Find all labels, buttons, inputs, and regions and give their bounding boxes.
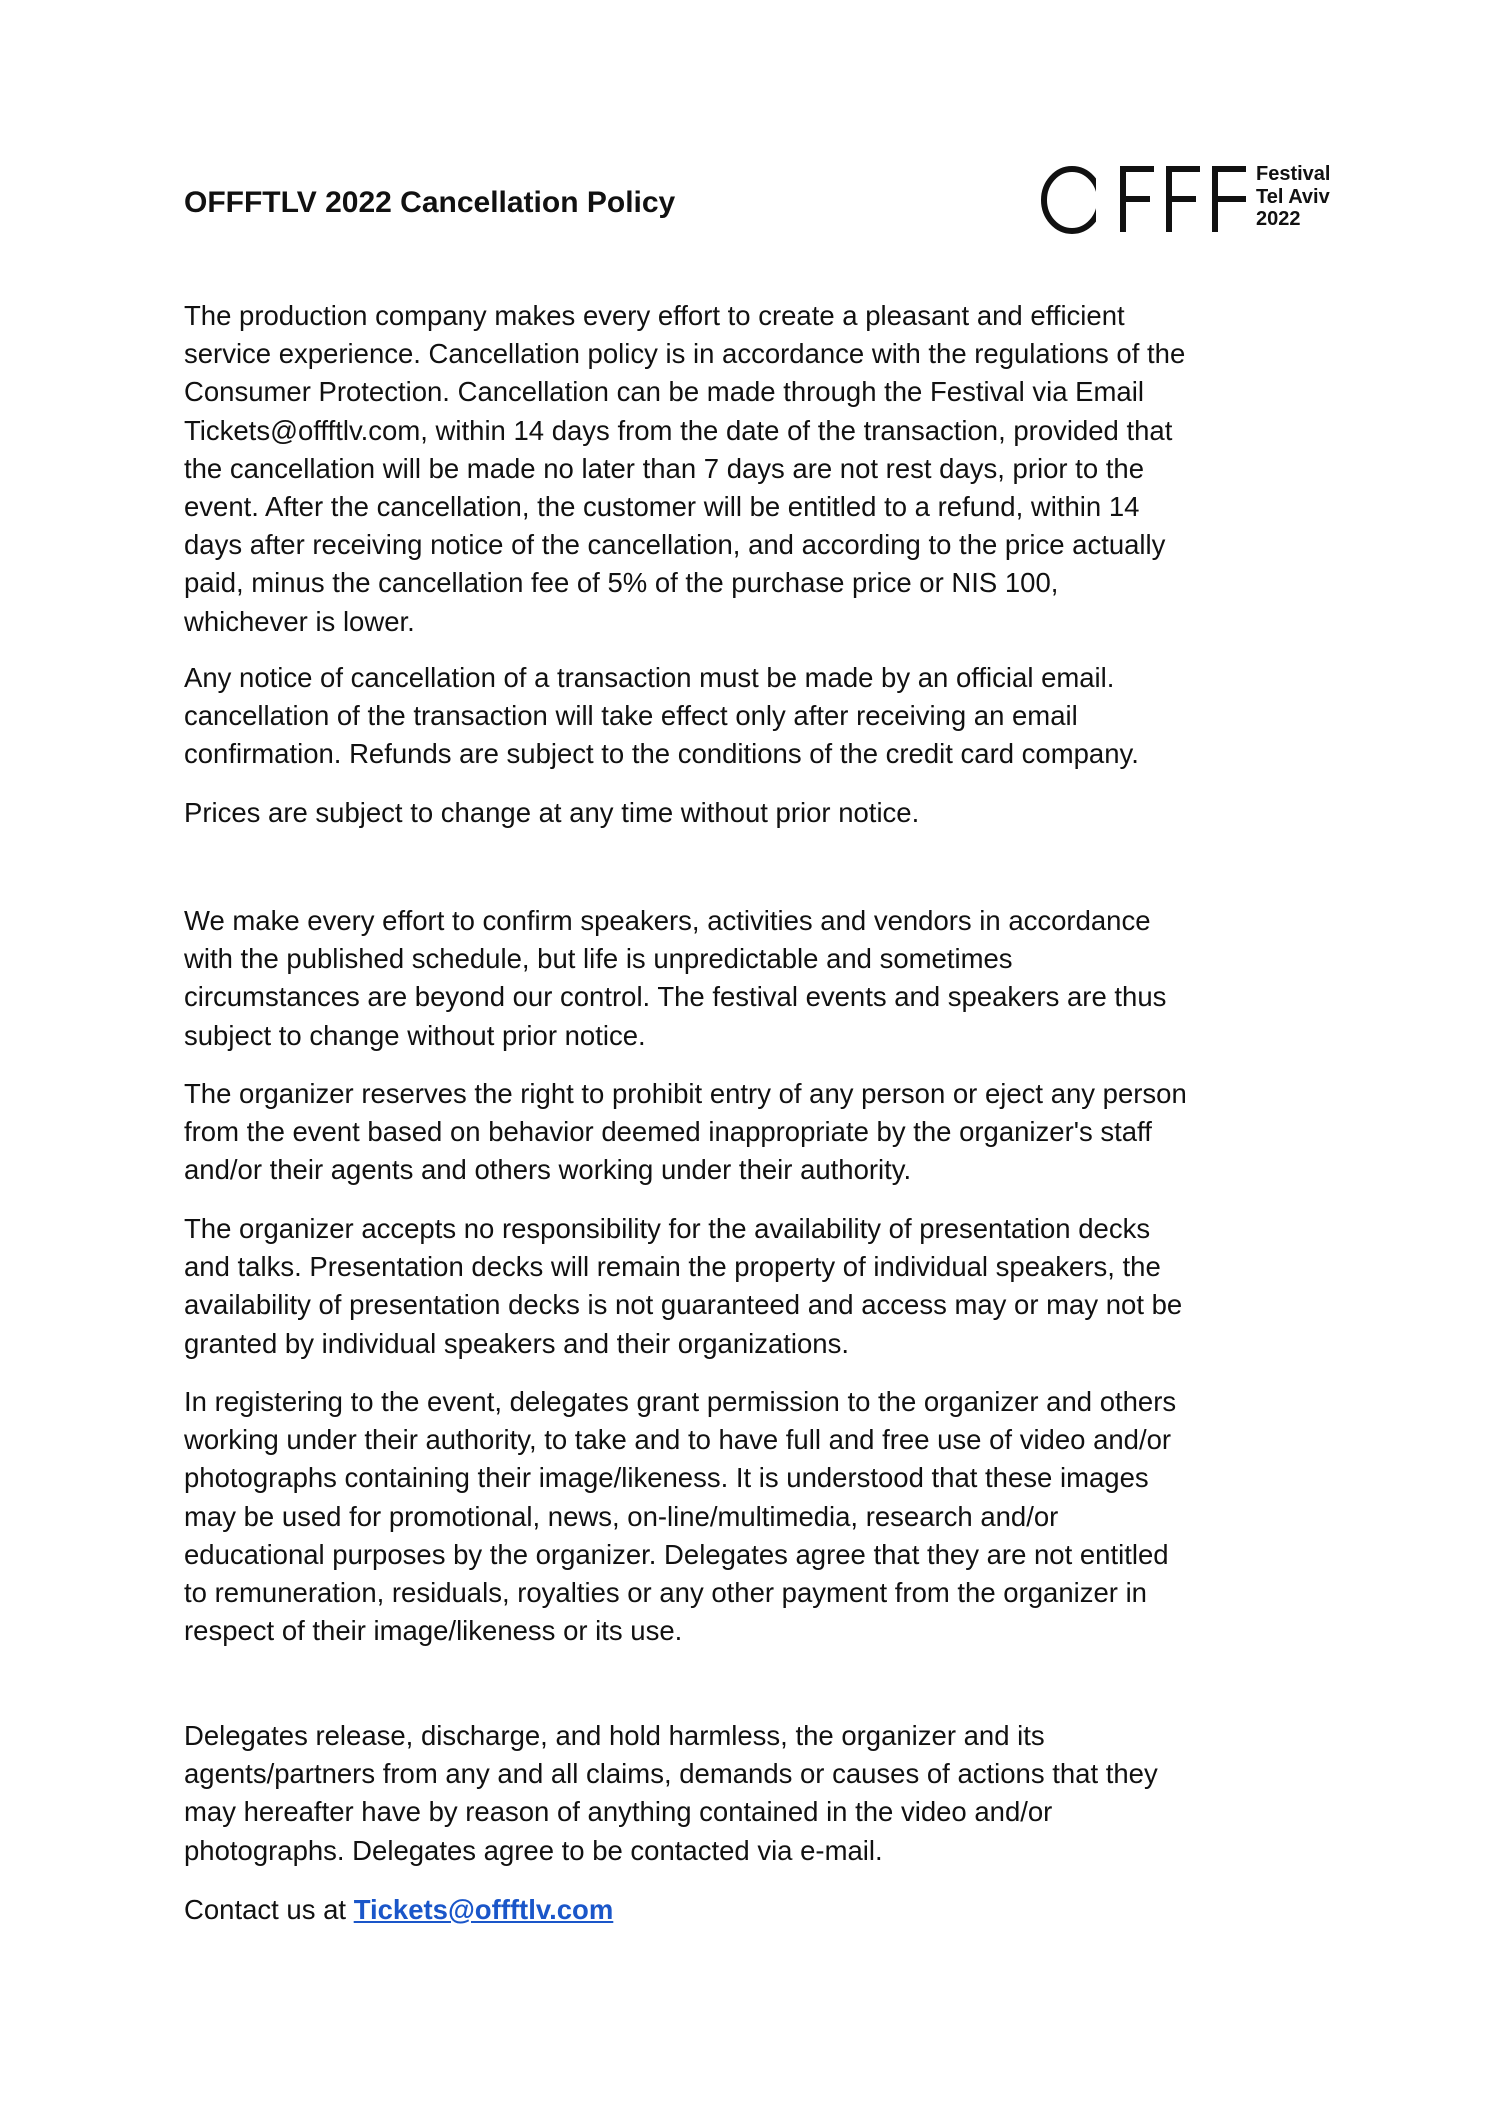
paragraph-line: may hereafter have by reason of anything contained in the video and/or bbox=[184, 1796, 1053, 1828]
paragraph-line: In registering to the event, delegates grant permission to the organizer and others bbox=[184, 1386, 1177, 1417]
logo-line: 2022 bbox=[1256, 208, 1301, 230]
paragraph-line: granted by individual speakers and their organizations. bbox=[184, 1327, 849, 1359]
paragraph bbox=[184, 1210, 1182, 1363]
paragraph-line: Any notice of cancellation of a transaction must be made by an official email. bbox=[184, 662, 1115, 693]
paragraph bbox=[184, 902, 1166, 1055]
paragraph-line: photographs. Delegates agree to be contacted via e-mail. bbox=[184, 1834, 883, 1866]
paragraph-line: photographs containing their image/likeness. It is understood that these images bbox=[184, 1462, 1149, 1494]
paragraph-line: and talks. Presentation decks will remain the property of individual speakers, the bbox=[184, 1251, 1161, 1283]
paragraph bbox=[184, 794, 919, 832]
paragraph bbox=[184, 1075, 1187, 1190]
paragraph bbox=[184, 1383, 1176, 1650]
paragraph-line: agents/partners from any and all claims, demands or causes of actions that they bbox=[184, 1758, 1158, 1790]
contact-prefix: Contact us at bbox=[184, 1894, 354, 1925]
paragraph bbox=[184, 297, 1185, 641]
paragraph-line: the cancellation will be made no later than 7 days are not rest days, prior to the bbox=[184, 452, 1144, 484]
paragraph-line: circumstances are beyond our control. The festival events and speakers are thus bbox=[184, 981, 1167, 1013]
paragraph-line: educational purposes by the organizer. Delegates agree that they are not entitled bbox=[184, 1538, 1169, 1570]
paragraph-line: event. After the cancellation, the customer will be entitled to a refund, within 14 bbox=[184, 490, 1140, 522]
logo-line: Tel Aviv bbox=[1256, 185, 1330, 208]
contact-line bbox=[184, 1891, 613, 1929]
paragraph-line: availability of presentation decks is not guaranteed and access may or may not be bbox=[184, 1289, 1183, 1321]
paragraph bbox=[184, 659, 1139, 774]
paragraph bbox=[184, 1717, 1158, 1870]
paragraph-line: respect of their image/likeness or its use. bbox=[184, 1615, 683, 1647]
logo-text bbox=[1256, 163, 1330, 231]
paragraph-line: subject to change without prior notice. bbox=[184, 1019, 646, 1051]
paragraph-line: Consumer Protection. Cancellation can be made through the Festival via Email bbox=[184, 376, 1144, 408]
paragraph-line: paid, minus the cancellation fee of 5% of the purchase price or NIS 100, bbox=[184, 567, 1059, 599]
paragraph-line: The production company makes every effort to create a pleasant and efficient bbox=[184, 300, 1125, 331]
paragraph-line: and/or their agents and others working under their authority. bbox=[184, 1154, 912, 1186]
paragraph-line: We make every effort to confirm speakers, activities and vendors in accordance bbox=[184, 905, 1151, 936]
logo-line: Festival bbox=[1256, 163, 1331, 185]
paragraph-line: service experience. Cancellation policy is in accordance with the regulations of the bbox=[184, 338, 1186, 370]
page-title: OFFFTLV 2022 Cancellation Policy bbox=[184, 186, 676, 219]
paragraph-line: to remuneration, residuals, royalties or any other payment from the organizer in bbox=[184, 1576, 1147, 1608]
paragraph-line: cancellation of the transaction will take effect only after receiving an email bbox=[184, 700, 1078, 732]
paragraph-line: Tickets@offftlv.com, within 14 days from the date of the transaction, provided that bbox=[184, 414, 1173, 446]
paragraph-line: The organizer reserves the right to prohibit entry of any person or eject any person bbox=[184, 1078, 1187, 1109]
paragraph-line: may be used for promotional, news, on-line/multimedia, research and/or bbox=[184, 1500, 1059, 1532]
paragraph-line: whichever is lower. bbox=[184, 605, 415, 637]
paragraph-line: from the event based on behavior deemed inappropriate by the organizer's staff bbox=[184, 1116, 1152, 1148]
paragraph-line: Prices are subject to change at any time without prior notice. bbox=[184, 797, 920, 828]
contact-email-link[interactable]: Tickets@offftlv.com bbox=[353, 1894, 614, 1925]
paragraph-line: confirmation. Refunds are subject to the conditions of the credit card company. bbox=[184, 738, 1139, 770]
paragraph-line: working under their authority, to take and to have full and free use of video and/or bbox=[184, 1424, 1172, 1456]
paragraph-line: Delegates release, discharge, and hold harmless, the organizer and its bbox=[184, 1720, 1045, 1751]
paragraph-line: with the published schedule, but life is unpredictable and sometimes bbox=[184, 943, 1013, 975]
paragraph-line: The organizer accepts no responsibility for the availability of presentation decks bbox=[184, 1213, 1151, 1244]
paragraph-line: days after receiving notice of the cancellation, and according to the price actually bbox=[184, 529, 1166, 561]
